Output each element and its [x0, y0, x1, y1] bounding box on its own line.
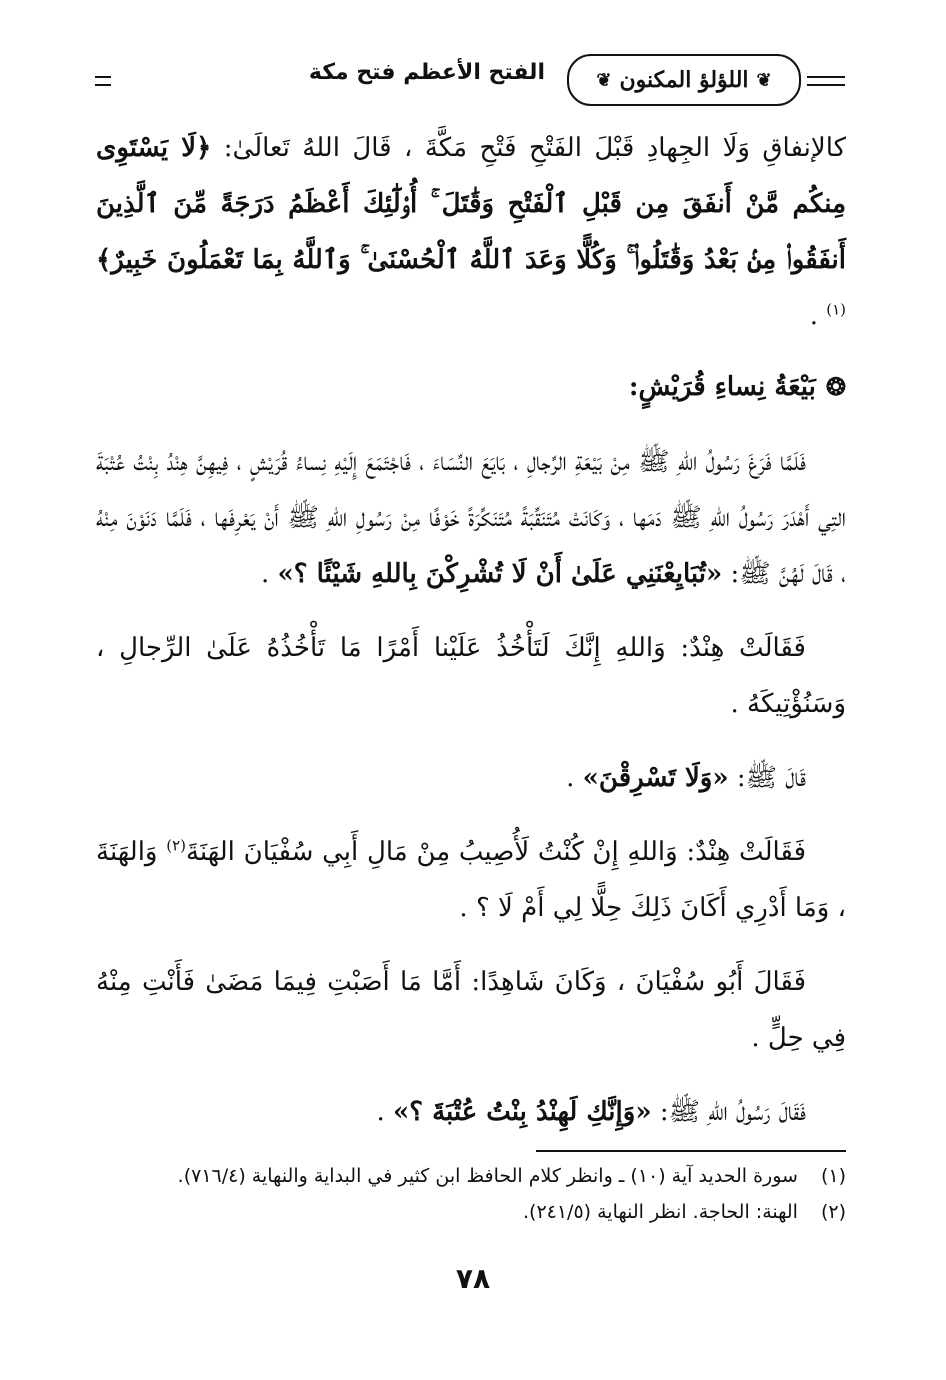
ornament-icon: ❦ [756, 69, 772, 91]
header-rule-right [807, 76, 845, 86]
footnote-text: سورة الحديد آية (١٠) ـ وانظر كلام الحافظ ابن كثير في البداية والنهاية (٧١٦/٤). [177, 1165, 798, 1187]
quran-verse: ﴿لَا يَسْتَوِى مِنكُم مَّنْ أَنفَقَ مِن قَبْلِ ٱلْفَتْحِ وَقَٰتَلَ ۚ أُو۟لَٰٓئِكَ أَعْظَمُ دَرَجَةً مِّنَ ٱلَّذِينَ أَنفَقُوا۟ مِنۢ بَعْدُ وَقَٰتَلُوا۟ ۚ وَكُلًّا وَعَدَ ٱللَّهُ ٱلْحُسْنَىٰ ۚ وَٱللَّهُ بِمَا تَعْمَلُونَ خَبِيرٌ﴾ [96, 133, 846, 275]
paragraph-text: فَقَالَ رَسُولُ اللهِ ﷺ: [651, 1097, 806, 1127]
paragraph-end: . [376, 1097, 393, 1127]
footnote-divider [536, 1150, 846, 1152]
paragraph-text: كالإنفاقِ وَلَا الجِهادِ قَبْلَ الفَتْحِ فَتْحِ مَكَّةَ ، قَالَ اللهُ تَعالَىٰ: [211, 133, 846, 163]
footnote-item [96, 1158, 846, 1194]
footnotes [96, 1158, 846, 1230]
page-number: ٧٨ [455, 1262, 491, 1295]
footnote-number: (٢) [820, 1201, 846, 1223]
quote-text: «تُبَايِعْنَنِي عَلَىٰ أَنْ لَا تُشْرِكْنَ بِاللهِ شَيْئًا ؟» [277, 559, 723, 589]
quote-text: «وَلَا تَسْرِقْنَ» [582, 763, 729, 793]
header-rule-left [95, 76, 111, 86]
chapter-title: الفتح الأعظم فتح مكة [308, 60, 545, 85]
paragraph-end: . [260, 559, 278, 589]
section-marker-icon: ❂ [825, 372, 846, 401]
paragraph-2 [96, 434, 846, 602]
section-title: بَيْعَةُ نِساءِ قُرَيْشٍ: [628, 372, 816, 402]
quote-text: «وَإِنَّكِ لَهِنْدُ بِنْتُ عُتْبَةَ ؟» [392, 1097, 652, 1127]
paragraph-5 [96, 824, 846, 936]
paragraph-6: فَقَالَ أَبُو سُفْيَانَ ، وَكَانَ شَاهِدًا: أَمَّا مَا أَصَبْتِ فِيمَا مَضَىٰ فَأَنْتِ مِنْهُ فِي حِلٍّ . [96, 967, 846, 1053]
paragraph-end: . [566, 763, 583, 793]
paragraph-1 [96, 120, 846, 344]
main-text [96, 120, 846, 1158]
section-heading [96, 362, 846, 412]
paragraph-4 [96, 750, 846, 806]
ornament-icon: ❦ [596, 69, 612, 91]
paragraph-3: فَقَالَتْ هِنْدٌ: وَاللهِ إِنَّكَ لَتَأْخُذُ عَلَيْنا أَمْرًا مَا تَأْخُذُهُ عَلَىٰ الرِّجالِ ، وَسَنُؤْتِيكَهُ . [96, 633, 846, 719]
footnote-ref[interactable]: (٢) [166, 836, 186, 855]
paragraph-text: فَقَالَتْ هِنْدٌ: وَاللهِ إِنْ كُنْتُ لَأُصِيبُ مِنْ مَالِ أَبِي سُفْيَانَ الهَنَةَ [185, 837, 806, 867]
paragraph-text: قَالَ ﷺ: [728, 763, 806, 793]
paragraph-end: . [809, 301, 827, 331]
paragraph-text-cont: وَالهَنَةَ ، وَمَا أَدْرِي أَكَانَ ذَلِكَ حِلًّا لِي أَمْ لَا ؟ . [96, 837, 846, 923]
footnote-ref[interactable]: (١) [826, 300, 846, 319]
footnote-text: الهنة: الحاجة. انظر النهاية (٢٤١/٥). [522, 1201, 798, 1223]
paragraph-text: فَلَمَّا فَرَغَ رَسُولُ اللهِ ﷺ مِنْ بَيْعَةِ الرِّجالِ ، بَايَعَ النِّسَاءَ ، فَاجْتَمَعَ إِلَيْهِ نِساءُ قُرَيْشٍ ، فِيهِنَّ هِنْدُ بِنْتُ عُتْبَةَ التِي أَهْدَرَ رَسُولُ اللهِ ﷺ دَمَها ، وَكَانَتْ مُتَنَقِّبَةً مُتَنَكِّرَةً خَوْفًا مِنْ رَسُولِ اللهِ ﷺ أَنْ يَعْرِفَها ، فَلَمَّا دَنَوْنَ مِنْهُ ، قَالَ لَهُنَّ ﷺ: [96, 447, 846, 589]
footnote-item [96, 1194, 846, 1230]
book-title: اللؤلؤ المكنون [619, 67, 749, 93]
book-title-frame [567, 54, 801, 106]
footnote-number: (١) [820, 1165, 846, 1187]
paragraph-7 [96, 1084, 846, 1140]
running-header [95, 50, 845, 110]
